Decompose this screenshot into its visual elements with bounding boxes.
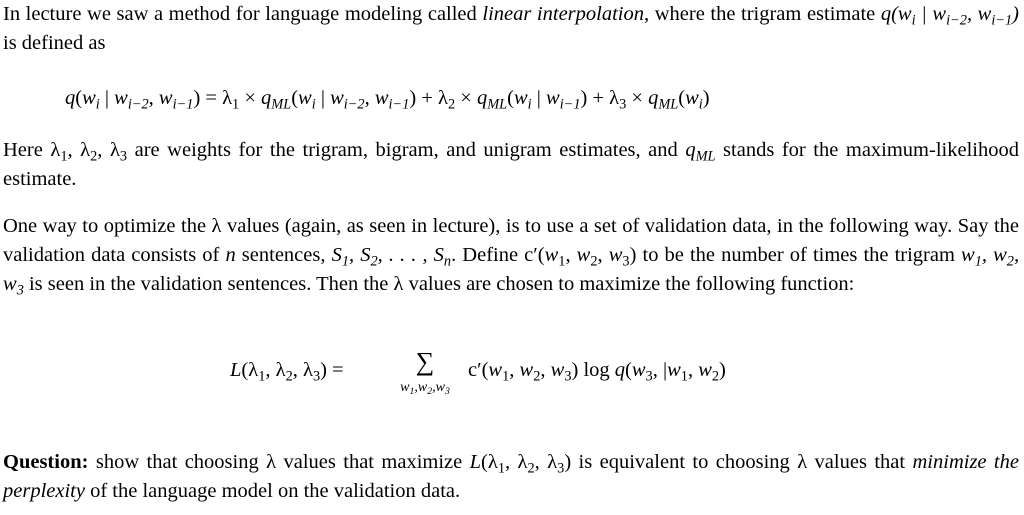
intro-text-c: is defined as bbox=[3, 32, 106, 54]
question-text-c: of the language model on the validation data. bbox=[84, 480, 461, 502]
intro-text-a: In lecture we saw a method for language modeling called bbox=[3, 3, 483, 25]
sentence-list: $S_1$, $S_2$, . . . , $S_n$ bbox=[331, 244, 452, 270]
validation-paragraph bbox=[3, 212, 1019, 299]
intro-text-b: , where the trigram estimate bbox=[644, 3, 881, 25]
objective-args: ($\lambda_1$, $\lambda_2$, $\lambda_3$) bbox=[481, 451, 572, 477]
question-text-b: is equivalent to choosing λ values that bbox=[571, 451, 913, 473]
interpolation-equation: $q(w_i$ | $w_{i-2}$, $w_{i-1}) = \lambda_1 \times q_{ML}(w_i$ | $w_{i-2}$, $w_{i-1}) + \lambda_2 \times q_{ML}(w_i$ | $w_{i-1}) + \lambda_3 \times q_{ML}(w_i)$ bbox=[65, 87, 710, 113]
linear-interpolation-term: linear interpolation bbox=[482, 3, 644, 25]
objective-lhs: $L(\lambda_1$, $\lambda_2$, $\lambda_3$) = bbox=[230, 359, 344, 385]
weights-text-b: are weights for the trigram, bigram, and unigram estimates, and bbox=[127, 139, 686, 161]
question-label: Question: bbox=[3, 451, 89, 473]
lambda-list: $\lambda_1$, $\lambda_2$, $\lambda_3$ bbox=[50, 139, 128, 165]
objective-rhs: $c'(w_1$, $w_2$, $w_3$) $\log q(w_3$, $|w_1$, $w_2$) bbox=[468, 359, 726, 385]
summation-symbol: ∑ $w_1,w_2,w_3$ bbox=[380, 352, 470, 398]
intro-paragraph bbox=[3, 0, 1019, 58]
validation-text-c: . Define $c'(w_1$, $w_2$, $w_3$) to be the number of times the trigram bbox=[451, 244, 962, 270]
trigram-expr: $w_1$, $w_2$, $w_3$ bbox=[3, 244, 1020, 299]
validation-text-b: sentences, bbox=[235, 244, 332, 266]
weights-text-a: Here bbox=[3, 139, 51, 161]
trigram-estimate-expr: $q(w_i$ | $w_{i-2}$, $w_{i-1}$) bbox=[880, 3, 1019, 29]
validation-text-a: One way to optimize the λ values (again, as seen in lecture), is to use a set of validation data, in the following way. Say the validation data consists of bbox=[3, 215, 1019, 266]
qml-symbol: $q_{ML}$ bbox=[685, 139, 716, 165]
summation-subscript: $w_1,w_2,w_3$ bbox=[400, 380, 450, 397]
question-paragraph bbox=[3, 448, 1019, 506]
weights-paragraph bbox=[3, 136, 1019, 194]
weights-text-c: stands for the maximum-likelihood estimate. bbox=[3, 139, 1019, 190]
question-text-a: show that choosing λ values that maximize bbox=[88, 451, 470, 473]
objective-expr: L bbox=[469, 451, 482, 473]
minimize-perplexity-emph: minimize the perplexity bbox=[3, 451, 1019, 502]
n-symbol: n bbox=[225, 244, 236, 266]
validation-text-d: is seen in the validation sentences. Then the λ values are chosen to maximize the following function: bbox=[23, 273, 855, 295]
